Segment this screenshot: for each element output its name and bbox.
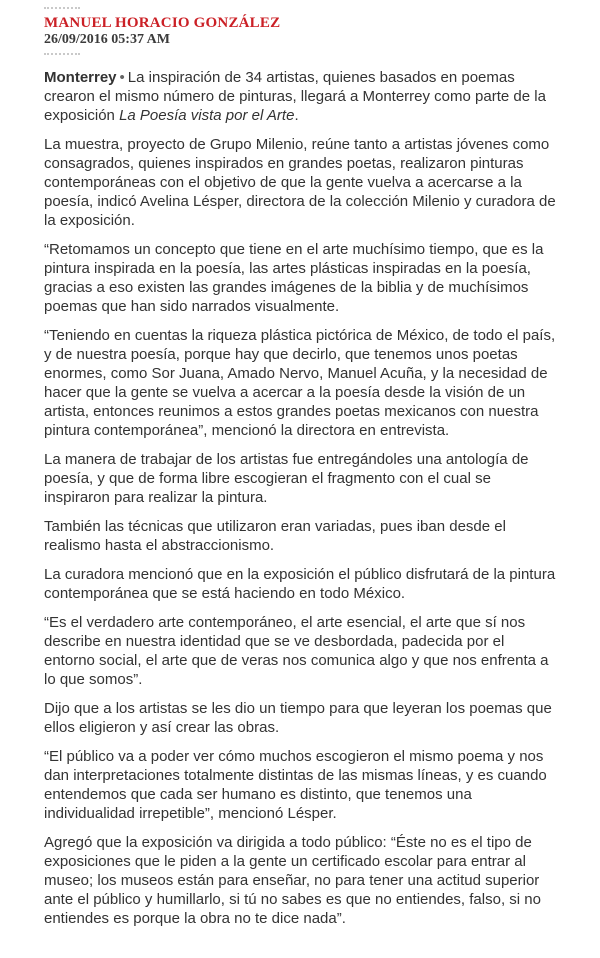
lead-paragraph bbox=[44, 68, 556, 125]
exposition-title: La Poesía vista por el Arte bbox=[119, 107, 295, 124]
article-paragraph: “Retomamos un concepto que tiene en el arte muchísimo tiempo, que es la pintura inspirada en la poesía, las artes plásticas inspiradas en la poesía, gracias a eso existen las grandes imágenes de la biblia y de muchísimos poemas que han sido narrados visualmente. bbox=[44, 241, 544, 315]
dateline-location: Monterrey bbox=[44, 69, 117, 86]
publish-date: 26/09/2016 05:37 AM bbox=[44, 32, 170, 47]
article-paragraph: La curadora mencionó que en la exposición el público disfrutará de la pintura contemporánea que se está haciendo en todo México. bbox=[44, 566, 556, 602]
article-paragraph: Dijo que a los artistas se les dio un tiempo para que leyeran los poemas que ellos eligieron y así crear las obras. bbox=[44, 700, 552, 736]
article-body bbox=[44, 68, 556, 928]
article-paragraph: “El público va a poder ver cómo muchos escogieron el mismo poema y nos dan interpretaciones totalmente distintas de las mismas líneas, y es cuando entendemos que cada ser humano es distinto, que tenemos una individualidad irrepetible”, mencionó Lésper. bbox=[44, 748, 547, 822]
dotted-divider-top bbox=[44, 7, 80, 9]
author-byline-link[interactable]: MANUEL HORACIO GONZÁLEZ bbox=[44, 15, 281, 31]
article-paragraph: La manera de trabajar de los artistas fue entregándoles una antología de poesía, y que de forma libre escogieran el fragmento con el cual se inspiraron para realizar la pintura. bbox=[44, 451, 529, 506]
article-paragraph: Agregó que la exposición va dirigida a todo público: “Éste no es el tipo de exposiciones que le piden a la gente un certificado escolar para entrar al museo; los museos están para enseñar, no para tener una actitud superior ante el público y humillarlo, si tú no sabes es que no entiendes, falso, si no entiendes es porque la obra no te dice nada”. bbox=[44, 834, 541, 927]
article-paragraph: “Teniendo en cuentas la riqueza plástica pictórica de México, de todo el país, y de nuestra poesía, porque hay que decirlo, que tenemos unos poetas enormes, como Sor Juana, Amado Nervo, Manuel Acuña, y la necesidad de hacer que la gente se vuelva a acercar a la poesía desde la visión de un artista, entonces reunimos a estos grandes poetas mexicanos con nuestra pintura contemporánea”, mencionó la directora en entrevista. bbox=[44, 327, 556, 439]
lead-period: . bbox=[294, 107, 299, 124]
dotted-divider-bottom bbox=[44, 53, 80, 55]
article-paragraph: La muestra, proyecto de Grupo Milenio, reúne tanto a artistas jóvenes como consagrados, quienes inspirados en grandes poetas, realizaron pinturas contemporáneas con el objetivo de que la gente vuelva a acercarse a la poesía, indicó Avelina Lésper, directora de la colección Milenio y curadora de la exposición. bbox=[44, 136, 556, 229]
article-meta bbox=[44, 7, 556, 55]
article-paragraph: “Es el verdadero arte contemporáneo, el arte esencial, el arte que sí nos describe en nuestra identidad que se ve desbordada, padecida por el entorno social, el arte que de veras nos comunica algo y que nos enfrenta a lo que somos”. bbox=[44, 614, 549, 688]
dateline-bullet: • bbox=[119, 69, 125, 86]
lead-text: La inspiración de 34 artistas, quienes basados en poemas crearon el mismo número de pinturas, llegará a Monterrey como parte de la exposición bbox=[44, 69, 546, 124]
article-paragraph: También las técnicas que utilizaron eran variadas, pues iban desde el realismo hasta el abstraccionismo. bbox=[44, 518, 506, 554]
